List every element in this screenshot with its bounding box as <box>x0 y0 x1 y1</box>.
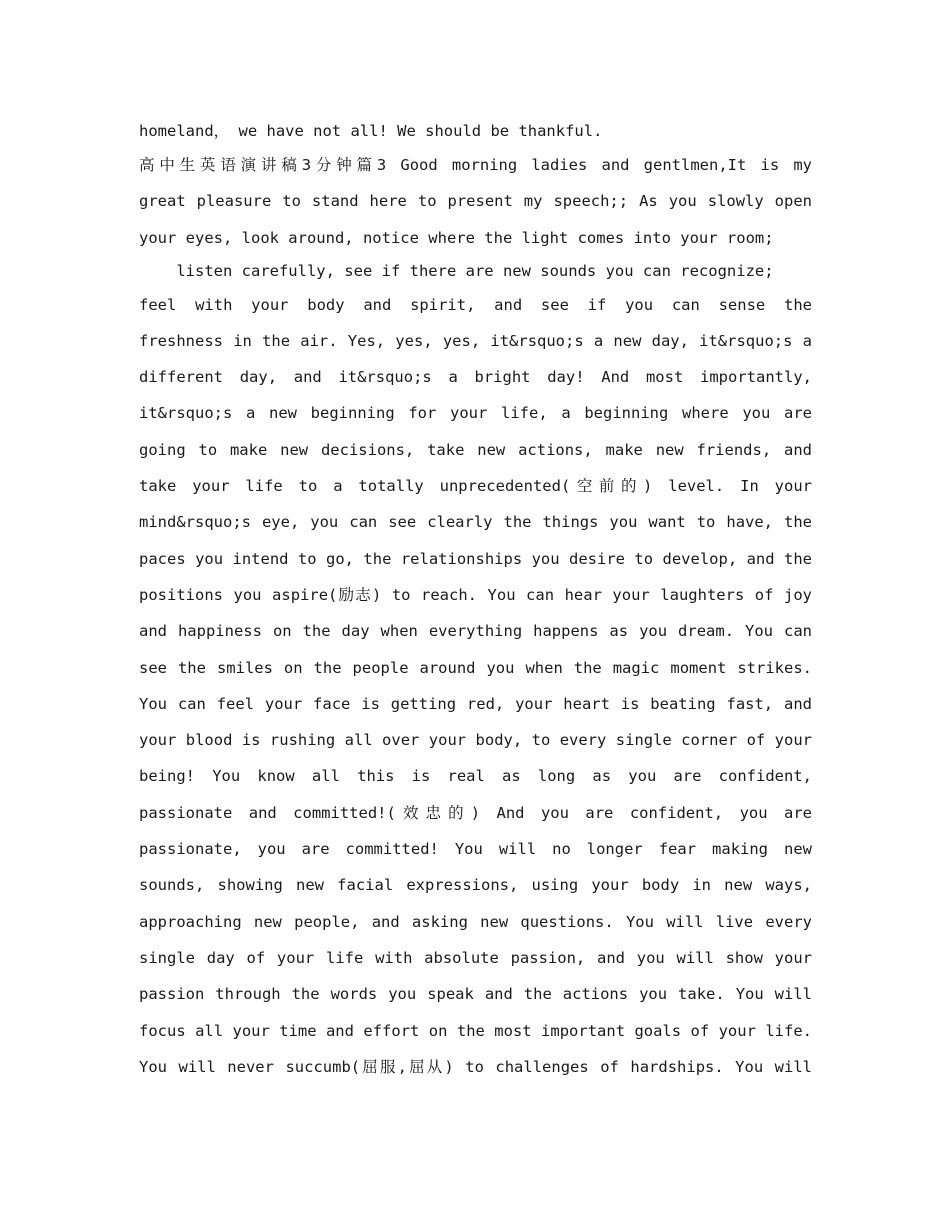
text-line: your eyes, look around, notice where the light comes into your room; <box>139 228 774 247</box>
text-line: You will never succumb(屈服,屈从) to challenges of hardships. You will <box>139 1057 812 1076</box>
text-line: paces you intend to go, the relationships you desire to develop, and the <box>139 549 812 568</box>
text-line: going to make new decisions, take new actions, make new friends, and <box>139 440 812 459</box>
text-line: take your life to a totally unprecedented(空前的) level. In your <box>139 477 812 496</box>
text-line: You can feel your face is getting red, your heart is beating fast, and <box>139 694 812 713</box>
text-line: it&rsquo;s a new beginning for your life, a beginning where you are <box>139 404 812 423</box>
text-line: different day, and it&rsquo;s a bright day! And most importantly, <box>139 368 812 387</box>
speech-text <box>139 116 812 1088</box>
text-line: feel with your body and spirit, and see if you can sense the <box>139 295 812 314</box>
text-line: mind&rsquo;s eye, you can see clearly the things you want to have, the <box>139 513 812 532</box>
text-line: see the smiles on the people around you when the magic moment strikes. <box>139 658 812 677</box>
text-line: 高中生英语演讲稿3分钟篇3 Good morning ladies and gentlmen,It is my <box>139 156 812 174</box>
text-line: your blood is rushing all over your body, to every single corner of your <box>139 731 812 750</box>
text-line: focus all your time and effort on the most important goals of your life. <box>139 1021 812 1040</box>
text-line: approaching new people, and asking new questions. You will live every <box>139 912 812 931</box>
text-line: freshness in the air. Yes, yes, yes, it&rsquo;s a new day, it&rsquo;s a <box>139 331 812 350</box>
text-line: homeland， we have not all! We should be thankful. <box>139 122 603 140</box>
text-line: being! You know all this is real as long as you are confident, <box>139 767 812 786</box>
text-line: positions you aspire(励志) to reach. You can hear your laughters of joy <box>139 585 812 604</box>
text-line: passion through the words you speak and the actions you take. You will <box>139 985 812 1004</box>
text-line: sounds, showing new facial expressions, using your body in new ways, <box>139 876 812 895</box>
text-line: passionate and committed!(效忠的) And you are confident, you are <box>139 803 812 822</box>
text-line: passionate, you are committed! You will no longer fear making new <box>139 840 812 859</box>
text-line: listen carefully, see if there are new sounds you can recognize; <box>139 261 774 280</box>
text-line: single day of your life with absolute passion, and you will show your <box>139 948 812 967</box>
text-line: great pleasure to stand here to present my speech;; As you slowly open <box>139 192 812 211</box>
text-line: and happiness on the day when everything happens as you dream. You can <box>139 622 812 641</box>
